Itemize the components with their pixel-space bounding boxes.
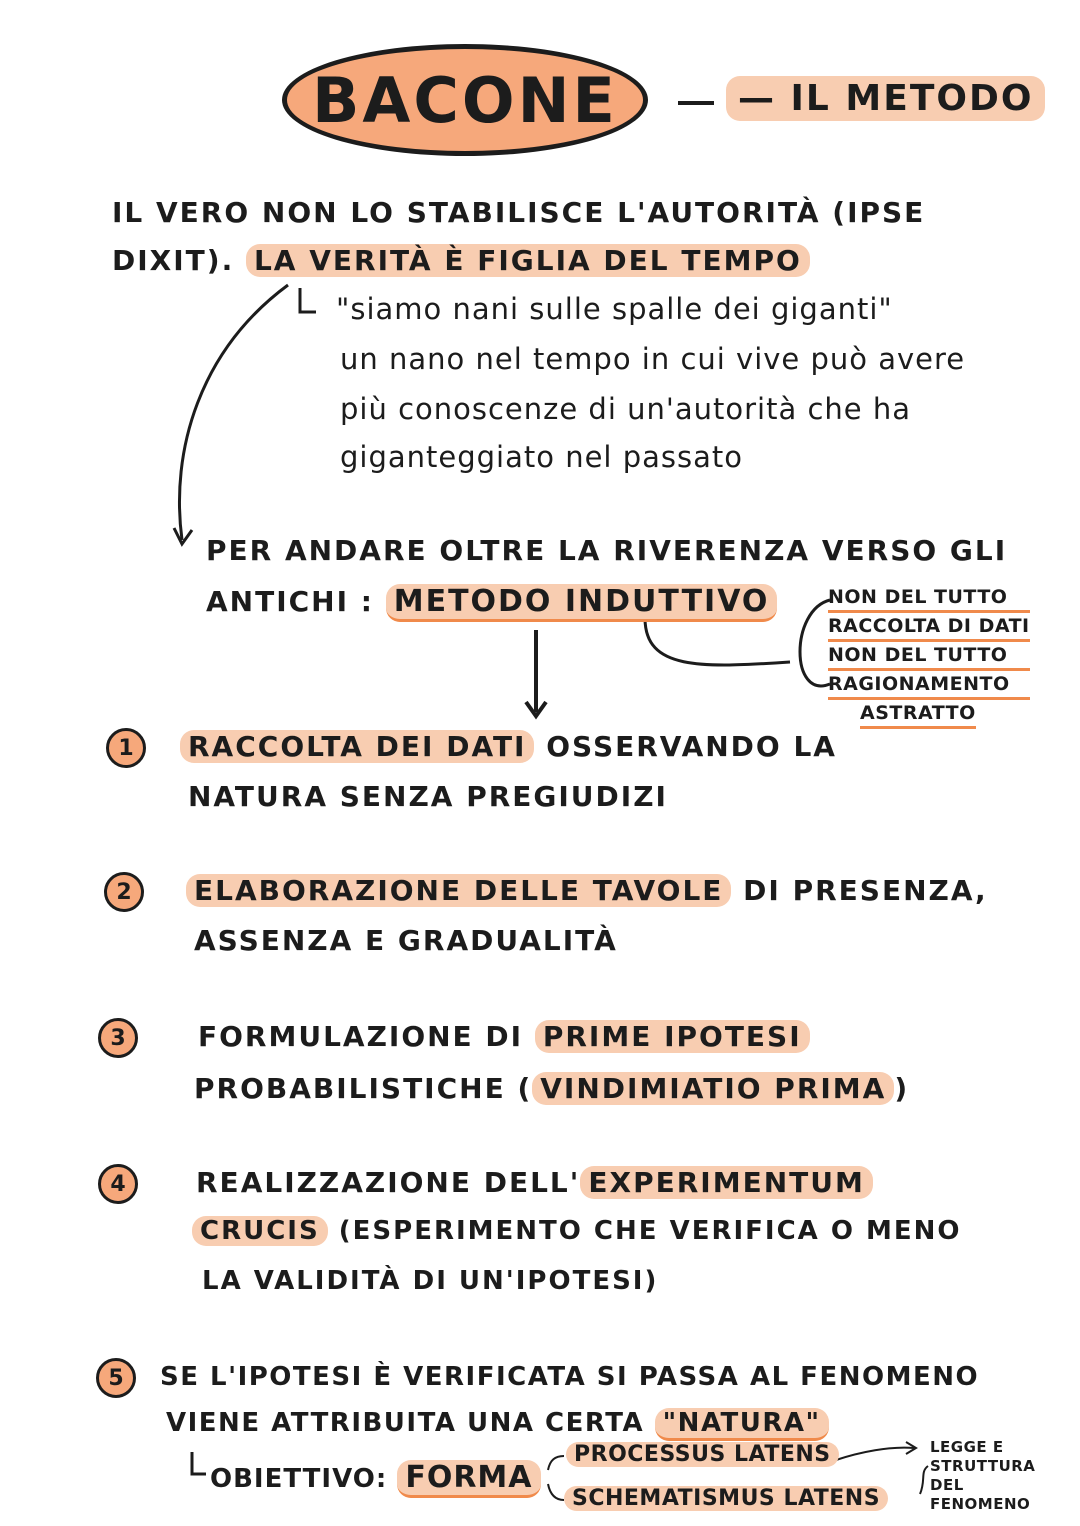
objective-forma: FORMA	[397, 1460, 540, 1498]
step-3-line-2-highlight: VINDIMIATIO PRIMA	[532, 1072, 894, 1105]
objective-hook-arrow	[192, 1452, 206, 1474]
intro-prefix: DIXIT).	[112, 244, 235, 277]
step-3-highlight: PRIME IPOTESI	[535, 1020, 810, 1053]
result-line-2: STRUTTURA	[930, 1457, 1036, 1475]
step-4-line-2	[192, 1216, 962, 1246]
intro-line-2	[112, 244, 810, 277]
objective-result	[930, 1438, 1035, 1514]
arrow-to-result-1	[836, 1448, 914, 1460]
step-3-line-2-prefix: PROBABILISTICHE (	[194, 1072, 533, 1105]
step-1-number: 1	[106, 728, 146, 768]
result-line-1: LEGGE E	[930, 1438, 1004, 1456]
step-2-highlight: ELABORAZIONE DELLE TAVOLE	[186, 874, 731, 907]
intro-highlight: LA VERITÀ È FIGLIA DEL TEMPO	[246, 244, 810, 277]
title-oval	[282, 44, 648, 156]
result-line-4: FENOMENO	[930, 1495, 1031, 1513]
note-2: RACCOLTA DI DATI	[828, 613, 1030, 642]
step-2-number: 2	[104, 872, 144, 912]
curved-arrow	[179, 285, 288, 540]
objective-label: OBIETTIVO:	[210, 1464, 388, 1494]
step-3-number: 3	[98, 1018, 138, 1058]
step-5-number: 5	[96, 1358, 136, 1398]
step-3-line-2	[194, 1072, 909, 1105]
quote-line-3: più conoscenze di un'autorità che ha	[340, 392, 911, 426]
quote-hook-arrow	[300, 288, 316, 312]
branch-up	[548, 1456, 564, 1470]
objective-line	[210, 1460, 541, 1495]
step-4-line-2-rest: (ESPERIMENTO CHE VERIFICA O MENO	[338, 1216, 962, 1246]
method-notes	[828, 584, 1030, 729]
note-connector	[645, 618, 790, 665]
step-2-line-2: ASSENZA E GRADUALITÀ	[194, 924, 618, 957]
step-1-highlight: RACCOLTA DEI DATI	[180, 730, 534, 763]
step-5-line-2-highlight: "NATURA"	[655, 1408, 829, 1441]
subtitle-text: — IL METODO	[726, 76, 1045, 121]
branch-1-text: PROCESSUS LATENS	[566, 1442, 839, 1467]
branch-2-text: SCHEMATISMUS LATENS	[564, 1486, 888, 1511]
method-highlight: METODO INDUTTIVO	[386, 584, 778, 622]
page-title: BACONE	[312, 63, 618, 137]
note-3: NON DEL TUTTO	[828, 642, 1030, 671]
objective-branch-1	[566, 1442, 839, 1467]
result-line-3: DEL	[930, 1476, 964, 1494]
note-1: NON DEL TUTTO	[828, 584, 1030, 613]
quote-line-1: "siamo nani sulle spalle dei giganti"	[336, 292, 893, 326]
note-bracket	[800, 600, 830, 686]
note-4: RAGIONAMENTO	[828, 671, 1030, 700]
step-5-line-1: SE L'IPOTESI È VERIFICATA SI PASSA AL FENOMENO	[160, 1362, 980, 1392]
step-3-prefix: FORMULAZIONE DI	[198, 1020, 524, 1053]
step-3-line-2-suffix: )	[894, 1072, 910, 1105]
subtitle	[726, 78, 1045, 119]
intro-line-1: IL VERO NON LO STABILISCE L'AUTORITÀ (IPSE	[112, 196, 926, 229]
note-5: ASTRATTO	[860, 700, 976, 729]
step-5-line-2-prefix: VIENE ATTRIBUITA UNA CERTA	[166, 1408, 645, 1438]
step-4-line-2-highlight: CRUCIS	[192, 1216, 328, 1246]
step-4-number: 4	[98, 1164, 138, 1204]
arrow-to-result-2	[920, 1466, 928, 1494]
step-4-line-1	[196, 1166, 873, 1199]
step-3-line-1	[198, 1020, 810, 1053]
objective-branch-2	[564, 1486, 888, 1511]
method-line-2	[206, 584, 777, 619]
step-5-line-2	[166, 1408, 829, 1438]
step-4-highlight: EXPERIMENTUM	[580, 1166, 872, 1199]
step-1-line-2: NATURA SENZA PREGIUDIZI	[188, 780, 668, 813]
step-4-prefix: REALIZZAZIONE DELL'	[196, 1166, 581, 1199]
method-prefix: ANTICHI :	[206, 585, 374, 618]
step-4-line-3: LA VALIDITÀ DI UN'IPOTESI)	[202, 1266, 659, 1296]
method-line-1: PER ANDARE OLTRE LA RIVERENZA VERSO GLI	[206, 534, 1008, 567]
quote-line-2: un nano nel tempo in cui vive può avere	[340, 342, 966, 376]
quote-line-4: giganteggiato nel passato	[340, 440, 743, 474]
step-2-line-1	[186, 874, 988, 907]
step-1-line-1	[180, 730, 837, 763]
step-1-rest: OSSERVANDO LA	[546, 730, 837, 763]
step-2-rest: DI PRESENZA,	[743, 874, 988, 907]
branch-down	[548, 1484, 564, 1500]
